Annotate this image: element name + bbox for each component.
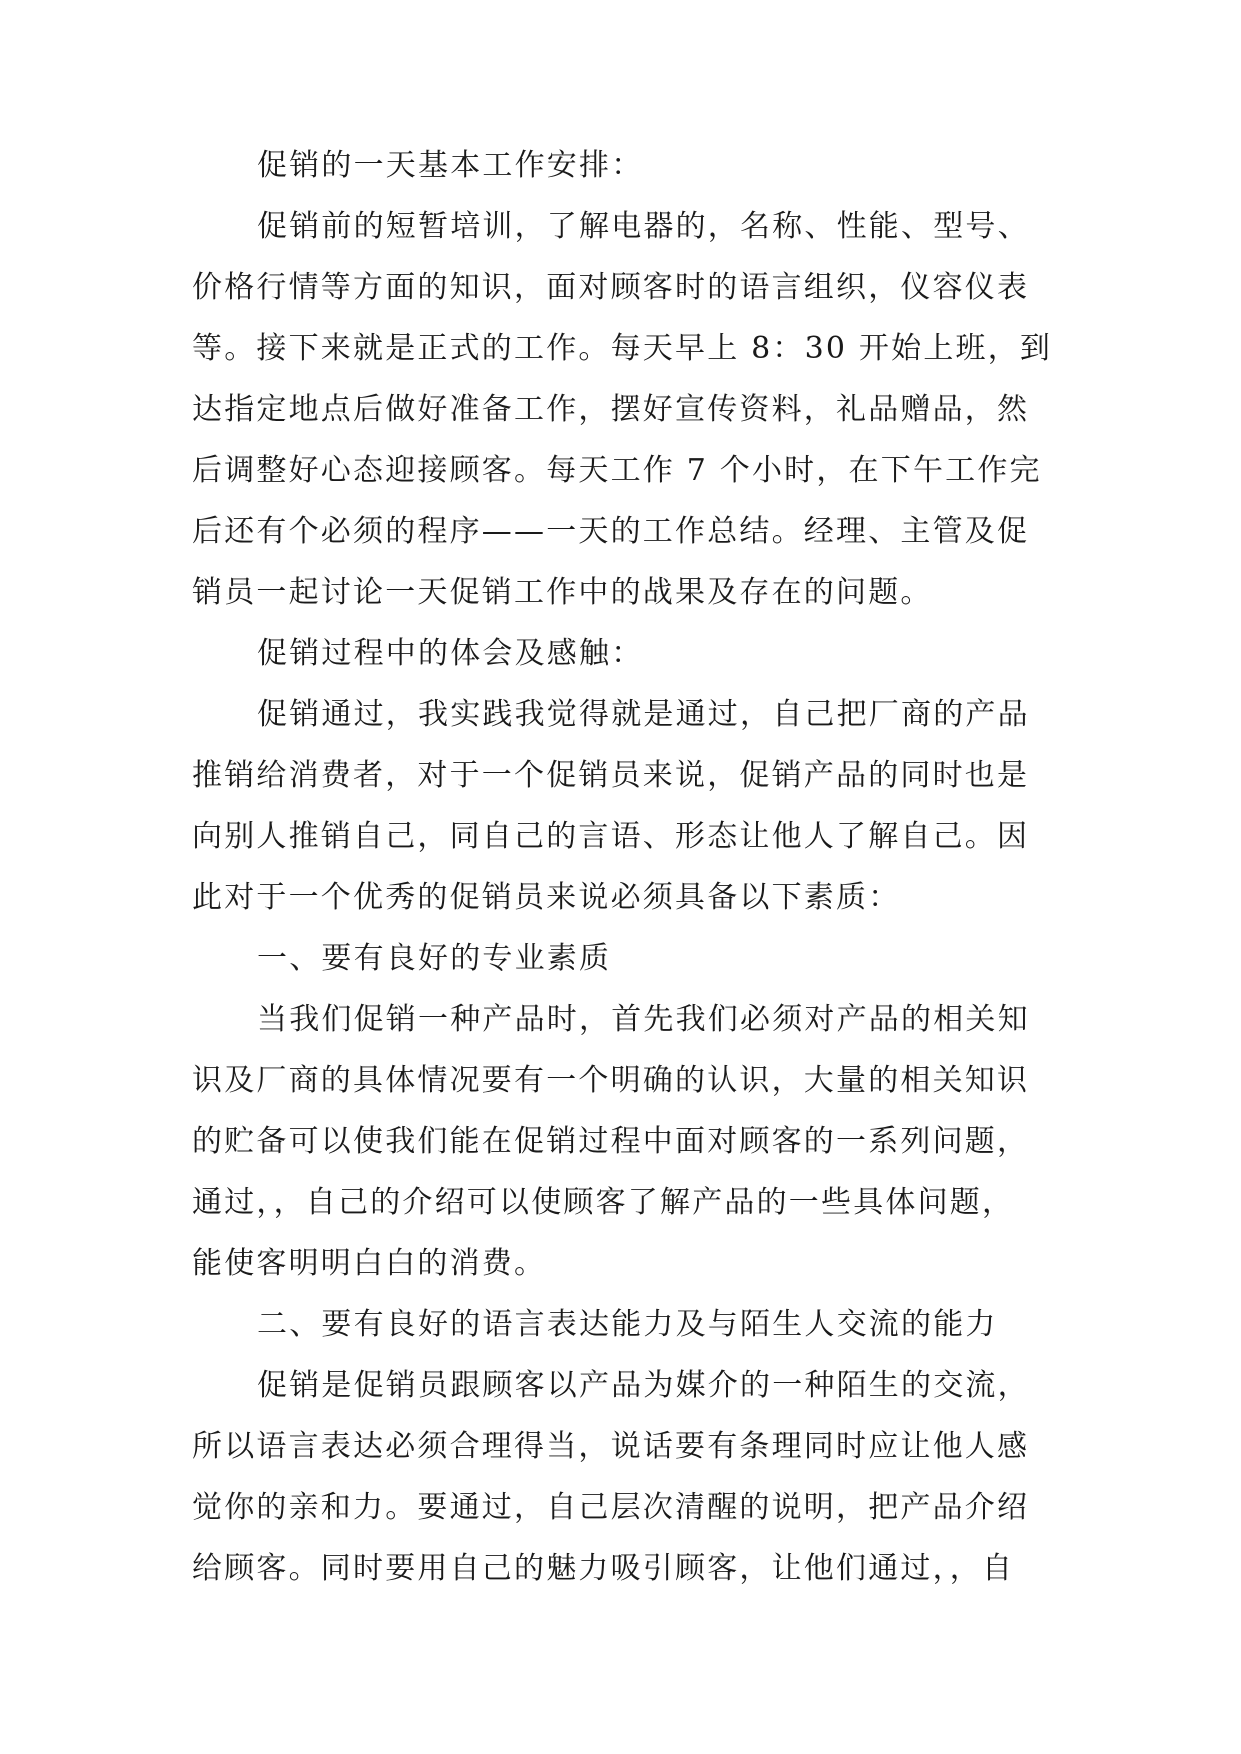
paragraph-line: 觉你的亲和力。要通过，自己层次清醒的说明，把产品介绍: [192, 1490, 1030, 1525]
paragraph-line: 促销是促销员跟顾客以产品为媒介的一种陌生的交流，: [257, 1368, 1030, 1403]
section-heading-communication: 二、要有良好的语言表达能力及与陌生人交流的能力: [257, 1307, 998, 1342]
paragraph-line: 通过，，自己的介绍可以使顾客了解产品的一些具体问题，: [192, 1185, 1015, 1220]
paragraph-line: 向别人推销自己，同自己的言语、形态让他人了解自己。因: [192, 819, 1030, 854]
paragraph-line: 达指定地点后做好准备工作，摆好宣传资料，礼品赠品，然: [192, 392, 1030, 427]
paragraph-line: 后调整好心态迎接顾客。每天工作 7 个小时，在下午工作完: [192, 453, 1042, 488]
section-heading-professional-quality: 一、要有良好的专业素质: [257, 941, 612, 976]
paragraph-line: 的贮备可以使我们能在促销过程中面对顾客的一系列问题，: [192, 1124, 1030, 1159]
paragraph-line: 后还有个必须的程序——一天的工作总结。经理、主管及促: [192, 514, 1030, 549]
section-heading-daily-schedule: 促销的一天基本工作安排：: [257, 148, 644, 183]
paragraph-line: 给顾客。同时要用自己的魅力吸引顾客，让他们通过，，自: [192, 1551, 1015, 1586]
paragraph-line: 当我们促销一种产品时，首先我们必须对产品的相关知: [257, 1002, 1030, 1037]
paragraph-line: 促销前的短暂培训，了解电器的，名称、性能、型号、: [257, 209, 1030, 244]
paragraph-line: 所以语言表达必须合理得当，说话要有条理同时应让他人感: [192, 1429, 1030, 1464]
paragraph-line: 此对于一个优秀的促销员来说必须具备以下素质：: [192, 880, 901, 915]
paragraph-line: 识及厂商的具体情况要有一个明确的认识，大量的相关知识: [192, 1063, 1030, 1098]
paragraph-line: 销员一起讨论一天促销工作中的战果及存在的问题。: [192, 575, 933, 610]
paragraph-line: 促销通过，我实践我觉得就是通过，自己把厂商的产品: [257, 697, 1030, 732]
section-heading-experience: 促销过程中的体会及感触：: [257, 636, 644, 671]
paragraph-line: 等。接下来就是正式的工作。每天早上 8：30 开始上班，到: [192, 331, 1053, 366]
paragraph-line: 价格行情等方面的知识，面对顾客时的语言组织，仪容仪表: [192, 270, 1030, 305]
paragraph-line: 能使客明明白白的消费。: [192, 1246, 547, 1281]
paragraph-line: 推销给消费者，对于一个促销员来说，促销产品的同时也是: [192, 758, 1030, 793]
